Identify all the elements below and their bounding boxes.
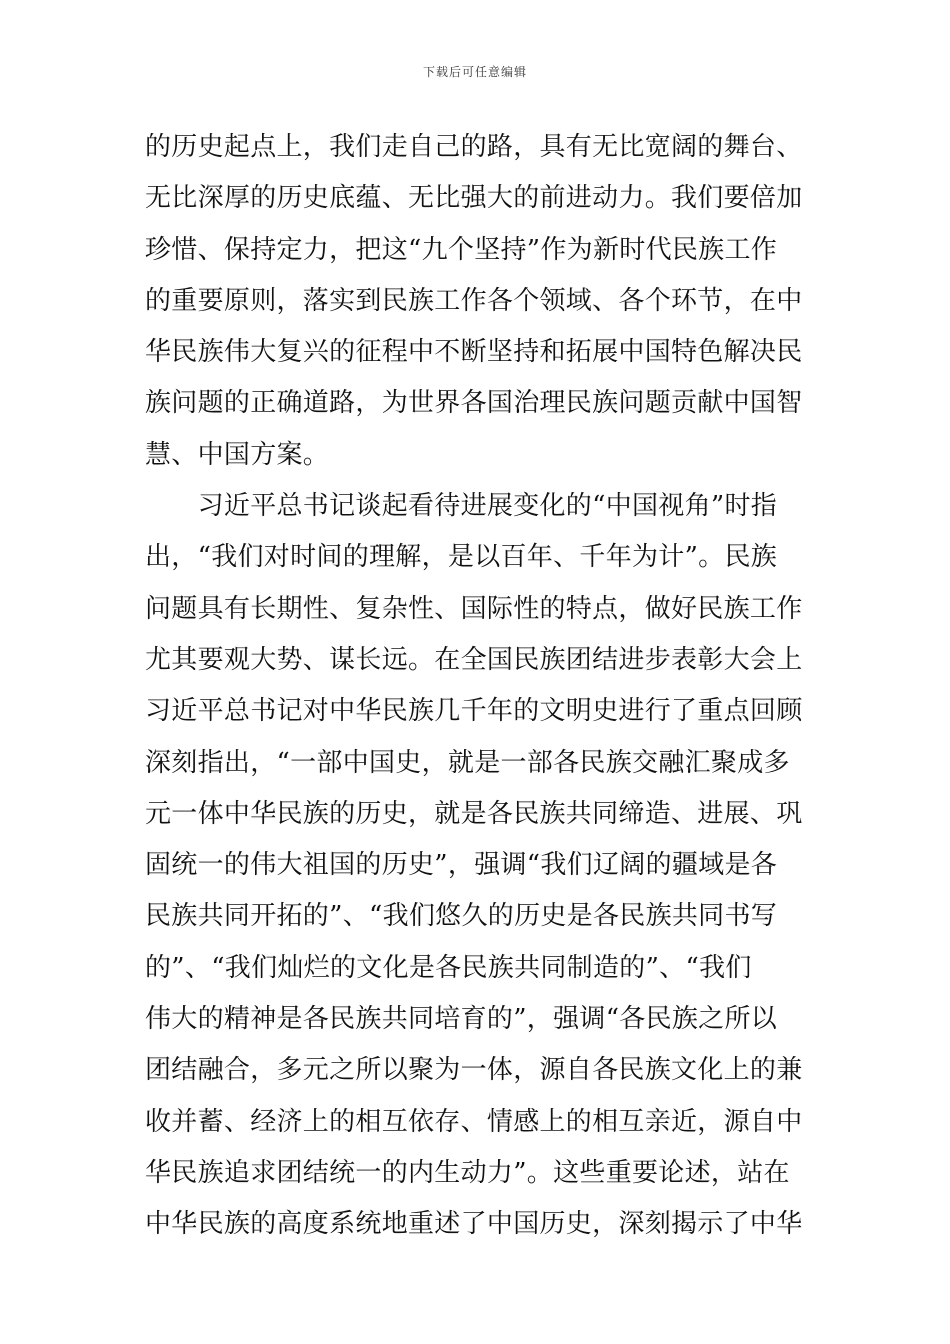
text-line: 的”、“我们灿烂的文化是各民族共同制造的”、“我们 <box>145 952 752 983</box>
text-line: 深刻指出，“一部中国史，就是一部各民族交融汇聚成多 <box>145 747 790 778</box>
text-line: 珍惜、保持定力，把这“九个坚持”作为新时代民族工作 <box>145 234 778 265</box>
text-line: 无比深厚的历史底蕴、无比强大的前进动力。我们要倍加 <box>145 183 803 214</box>
text-line: 团结融合，多元之所以聚为一体，源自各民族文化上的兼 <box>145 1055 803 1086</box>
text-line: 的历史起点上，我们走自己的路，具有无比宽阔的舞台、 <box>145 132 803 162</box>
text-line: 固统一的伟大祖国的历史”，强调“我们辽阔的疆域是各 <box>145 850 778 881</box>
text-line: 族问题的正确道路，为世界各国治理民族问题贡献中国智 <box>145 388 803 419</box>
text-line: 的重要原则，落实到民族工作各个领域、各个环节，在中 <box>145 285 803 316</box>
text-line: 慧、中国方案。 <box>145 439 330 470</box>
text-line: 元一体中华民族的历史，就是各民族共同缔造、进展、巩 <box>145 798 803 829</box>
text-line: 华民族伟大复兴的征程中不断坚持和拓展中国特色解决民 <box>145 337 803 368</box>
text-line: 伟大的精神是各民族共同培育的”，强调“各民族之所以 <box>145 1004 778 1035</box>
text-line: 收并蓄、经济上的相互依存、情感上的相互亲近，源自中 <box>145 1106 803 1137</box>
text-line: 习近平总书记谈起看待进展变化的“中国视角”时指 <box>145 491 778 522</box>
paragraph-2 <box>145 481 810 1250</box>
document-body <box>145 122 810 1251</box>
text-line: 尤其要观大势、谋长远。在全国民族团结进步表彰大会上 <box>145 644 803 675</box>
text-line: 问题具有长期性、复杂性、国际性的特点，做好民族工作 <box>145 593 803 624</box>
text-line: 出，“我们对时间的理解，是以百年、千年为计”。民族 <box>145 542 778 573</box>
text-line: 中华民族的高度系统地重述了中国历史，深刻揭示了中华 <box>145 1209 803 1240</box>
text-line: 习近平总书记对中华民族几千年的文明史进行了重点回顾 <box>145 696 803 727</box>
text-line: 华民族追求团结统一的内生动力”。这些重要论述，站在 <box>145 1157 790 1188</box>
text-line: 民族共同开拓的”、“我们悠久的历史是各民族共同书写 <box>145 901 778 932</box>
page-header: 下载后可任意编辑 <box>422 65 527 79</box>
paragraph-1 <box>145 122 810 481</box>
